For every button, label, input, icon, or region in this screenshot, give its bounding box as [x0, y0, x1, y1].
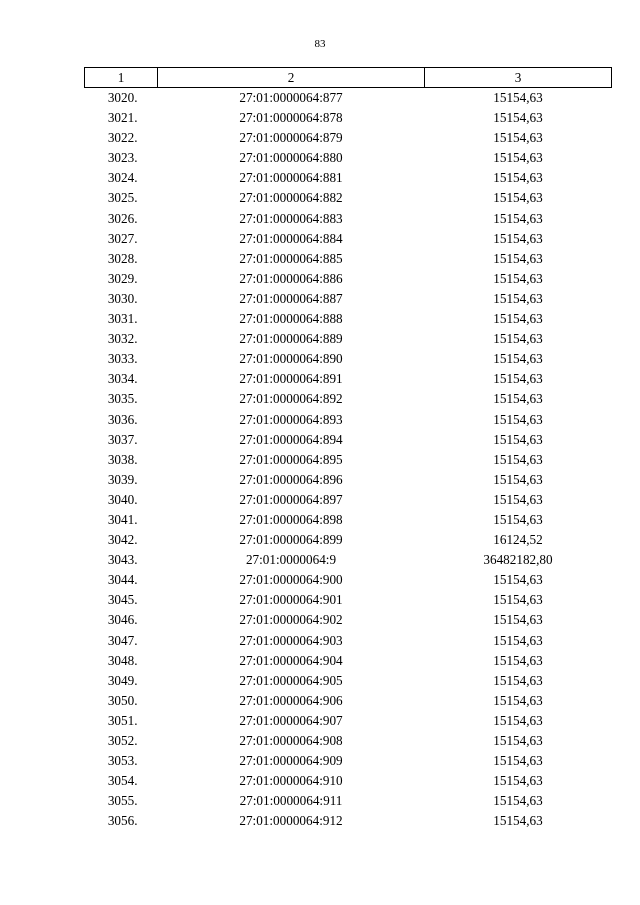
cadastral-value: 15154,63	[493, 672, 543, 688]
cadastral-value: 15154,63	[493, 491, 543, 507]
cadastral-value: 15154,63	[493, 230, 543, 246]
row-number: 3039.	[107, 471, 138, 487]
row-number: 3045.	[107, 592, 138, 608]
row-number: 3044.	[107, 572, 138, 588]
table-row	[85, 631, 612, 651]
cadastral-number: 27:01:0000064:879	[239, 130, 343, 146]
cadastral-value: 15154,63	[493, 612, 543, 628]
cadastral-value: 15154,63	[493, 130, 543, 146]
table-row	[85, 249, 612, 269]
cadastral-value: 15154,63	[493, 90, 543, 105]
row-number: 3041.	[107, 511, 138, 527]
row-number: 3034.	[107, 371, 138, 387]
row-number: 3026.	[107, 210, 138, 226]
row-number: 3046.	[107, 612, 138, 628]
cadastral-number: 27:01:0000064:903	[239, 632, 343, 648]
row-number: 3054.	[107, 773, 138, 789]
table-row	[85, 530, 612, 550]
row-number: 3049.	[107, 672, 138, 688]
row-number: 3038.	[107, 451, 138, 467]
table-row	[85, 309, 612, 329]
cadastral-number: 27:01:0000064:882	[239, 190, 343, 206]
column-header-1: 1	[85, 68, 158, 88]
row-number: 3037.	[107, 431, 138, 447]
table-row	[85, 88, 612, 109]
cadastral-value: 15154,63	[493, 270, 543, 286]
table-row	[85, 671, 612, 691]
cadastral-value: 15154,63	[493, 773, 543, 789]
table-row	[85, 430, 612, 450]
table-row	[85, 168, 612, 188]
cadastral-number: 27:01:0000064:890	[239, 351, 343, 367]
row-number: 3048.	[107, 652, 138, 668]
row-number: 3027.	[107, 230, 138, 246]
table-row	[85, 791, 612, 811]
cadastral-value: 15154,63	[493, 572, 543, 588]
row-number: 3043.	[107, 552, 138, 568]
cadastral-value: 15154,63	[493, 150, 543, 166]
row-number: 3051.	[107, 712, 138, 728]
cadastral-value: 15154,63	[493, 471, 543, 487]
table-row	[85, 510, 612, 530]
table-row	[85, 590, 612, 610]
cadastral-number: 27:01:0000064:884	[239, 230, 343, 246]
cadastral-number: 27:01:0000064:905	[239, 672, 343, 688]
table-row	[85, 470, 612, 490]
cadastral-number: 27:01:0000064:883	[239, 210, 343, 226]
cadastral-value: 15154,63	[493, 592, 543, 608]
cadastral-value: 15154,63	[493, 170, 543, 186]
cadastral-number: 27:01:0000064:912	[239, 813, 343, 829]
row-number: 3055.	[107, 793, 138, 809]
row-number: 3031.	[107, 311, 138, 327]
row-number: 3024.	[107, 170, 138, 186]
cadastral-number: 27:01:0000064:889	[239, 331, 343, 347]
table-row	[85, 289, 612, 309]
cadastral-number: 27:01:0000064:877	[239, 90, 343, 105]
table-row	[85, 550, 612, 570]
cadastral-value: 15154,63	[493, 351, 543, 367]
cadastral-value: 15154,63	[493, 511, 543, 527]
table-row	[85, 349, 612, 369]
row-number: 3028.	[107, 250, 138, 266]
cadastral-number: 27:01:0000064:897	[239, 491, 343, 507]
row-number: 3025.	[107, 190, 138, 206]
header-row	[85, 68, 612, 88]
table-row	[85, 209, 612, 229]
cadastral-value: 15154,63	[493, 451, 543, 467]
row-number: 3021.	[107, 110, 138, 126]
table-row	[85, 490, 612, 510]
cadastral-number: 27:01:0000064:902	[239, 612, 343, 628]
table-row	[85, 450, 612, 470]
cadastral-number: 27:01:0000064:893	[239, 411, 343, 427]
table-row	[85, 128, 612, 148]
cadastral-value: 15154,63	[493, 311, 543, 327]
table-row	[85, 148, 612, 168]
table-row	[85, 751, 612, 771]
row-number: 3052.	[107, 733, 138, 748]
table-row	[85, 691, 612, 711]
cadastral-number: 27:01:0000064:908	[239, 733, 343, 748]
table-row	[85, 811, 612, 831]
table-row	[85, 269, 612, 289]
row-number: 3047.	[107, 632, 138, 648]
cadastral-value: 15154,63	[493, 210, 543, 226]
cadastral-number: 27:01:0000064:878	[239, 110, 343, 126]
row-number: 3029.	[107, 270, 138, 286]
table-row	[85, 329, 612, 349]
row-number: 3033.	[107, 351, 138, 367]
cadastral-value: 15154,63	[493, 391, 543, 407]
cadastral-value: 15154,63	[493, 190, 543, 206]
cadastral-value: 15154,63	[493, 331, 543, 347]
table-row	[85, 389, 612, 409]
row-number: 3056.	[107, 813, 138, 829]
table-row	[85, 108, 612, 128]
cadastral-value: 15154,63	[493, 250, 543, 266]
cadastral-number: 27:01:0000064:910	[239, 773, 343, 789]
table-row	[85, 771, 612, 791]
cadastral-number: 27:01:0000064:901	[239, 592, 343, 608]
cadastral-value: 15154,63	[493, 411, 543, 427]
cadastral-number: 27:01:0000064:895	[239, 451, 343, 467]
cadastral-value: 15154,63	[493, 692, 543, 708]
column-header-3: 3	[425, 68, 612, 88]
cadastral-number: 27:01:0000064:891	[239, 371, 343, 387]
row-number: 3032.	[107, 331, 138, 347]
table-row	[85, 570, 612, 590]
table-row	[85, 369, 612, 389]
cadastral-value: 16124,52	[493, 532, 543, 548]
cadastral-number: 27:01:0000064:885	[239, 250, 343, 266]
cadastral-value: 15154,63	[493, 712, 543, 728]
cadastral-value: 15154,63	[493, 371, 543, 387]
row-number: 3040.	[107, 491, 138, 507]
column-header-2: 2	[158, 68, 425, 88]
cadastral-value: 15154,63	[493, 290, 543, 306]
cadastral-number: 27:01:0000064:886	[239, 270, 343, 286]
row-number: 3042.	[107, 532, 138, 548]
cadastral-number: 27:01:0000064:894	[239, 431, 343, 447]
row-number: 3053.	[107, 753, 138, 769]
cadastral-number: 27:01:0000064:911	[239, 793, 343, 809]
cadastral-number: 27:01:0000064:881	[239, 170, 343, 186]
cadastral-number: 27:01:0000064:9	[245, 552, 337, 568]
page-number: 83	[314, 38, 326, 50]
cadastral-value: 15154,63	[493, 431, 543, 447]
cadastral-value: 15154,63	[493, 632, 543, 648]
cadastral-value: 36482182,80	[483, 552, 553, 568]
table-row	[85, 188, 612, 208]
cadastral-number: 27:01:0000064:900	[239, 572, 343, 588]
cadastral-number: 27:01:0000064:880	[239, 150, 343, 166]
cadastral-value: 15154,63	[493, 753, 543, 769]
table-row	[85, 711, 612, 731]
cadastral-number: 27:01:0000064:892	[239, 391, 343, 407]
cadastral-value-table	[84, 67, 612, 831]
cadastral-number: 27:01:0000064:909	[239, 753, 343, 769]
cadastral-number: 27:01:0000064:898	[239, 511, 343, 527]
cadastral-value: 15154,63	[493, 813, 543, 829]
row-number: 3036.	[107, 411, 138, 427]
table-row	[85, 410, 612, 430]
cadastral-value: 15154,63	[493, 793, 543, 809]
cadastral-number: 27:01:0000064:906	[239, 692, 343, 708]
table-body	[85, 88, 612, 832]
cadastral-number: 27:01:0000064:904	[239, 652, 343, 668]
cadastral-value: 15154,63	[493, 652, 543, 668]
cadastral-number: 27:01:0000064:896	[239, 471, 343, 487]
cadastral-number: 27:01:0000064:888	[239, 311, 343, 327]
cadastral-number: 27:01:0000064:899	[239, 532, 343, 548]
cadastral-value: 15154,63	[493, 110, 543, 126]
row-number: 3050.	[107, 692, 138, 708]
cadastral-number: 27:01:0000064:907	[239, 712, 343, 728]
table-header	[85, 68, 612, 88]
row-number: 3020.	[107, 90, 138, 105]
table-row	[85, 731, 612, 751]
row-number: 3023.	[107, 150, 138, 166]
table-row	[85, 651, 612, 671]
table-row	[85, 610, 612, 630]
row-number: 3022.	[107, 130, 138, 146]
cadastral-value: 15154,63	[493, 733, 543, 748]
row-number: 3035.	[107, 391, 138, 407]
cadastral-number: 27:01:0000064:887	[239, 290, 343, 306]
table-row	[85, 229, 612, 249]
row-number: 3030.	[107, 290, 138, 306]
